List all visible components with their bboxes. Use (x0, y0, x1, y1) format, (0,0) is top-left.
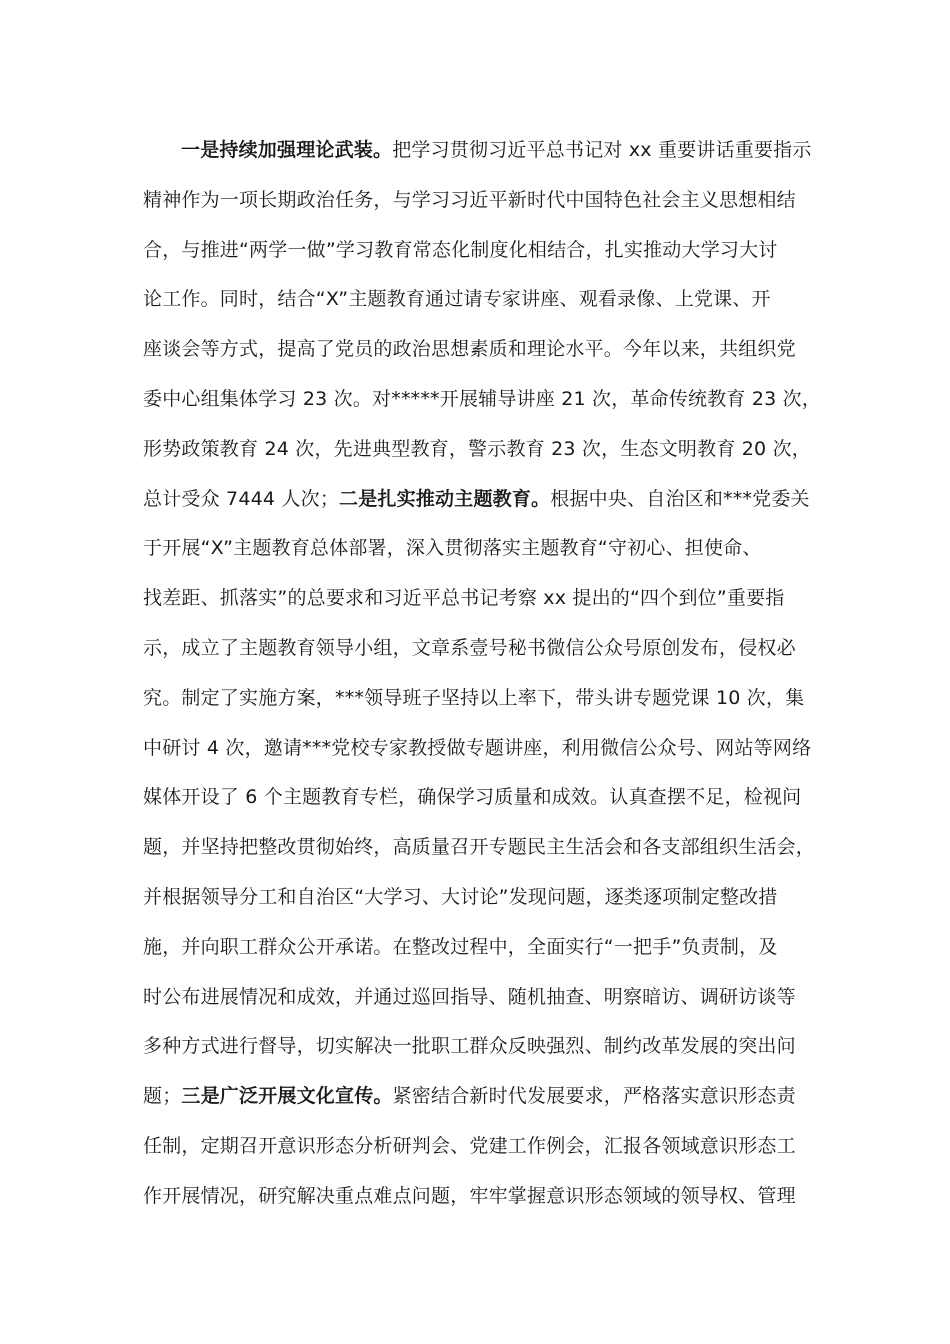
body-text: 究。制定了实施方案，***领导班子坚持以上率下，带头讲专题党课 10 次，集 (143, 686, 805, 709)
body-text: 于开展“X”主题教育总体部署，深入贯彻落实主题教育“守初心、担使命、 (143, 537, 762, 560)
paragraph-line (143, 674, 815, 724)
paragraph-line (143, 1072, 815, 1122)
body-text: 把学习贯彻习近平总书记对 xx 重要讲话重要指示 (392, 139, 812, 161)
body-text: 题； (143, 1085, 182, 1108)
body-paragraph (143, 126, 822, 1222)
body-text: 题，并坚持把整改贯彻始终，高质量召开专题民主生活会和各支部组织生活会， (143, 836, 816, 859)
body-text: 示，成立了主题教育领导小组，文章系壹号秘书微信公众号原创发布，侵权必 (143, 636, 796, 659)
body-text: 媒体开设了 6 个主题教育专栏，确保学习质量和成效。认真查摆不足，检视问 (143, 786, 802, 809)
body-text: 总计受众 7444 人次； (143, 487, 340, 510)
body-text: 任制，定期召开意识形态分析研判会、党建工作例会，汇报各领域意识形态工 (143, 1134, 796, 1157)
paragraph-line (143, 724, 815, 774)
paragraph-line (143, 226, 815, 276)
body-text: 施，并向职工群众公开承诺。在整改过程中，全面实行“一把手”负责制，及 (143, 935, 778, 958)
bold-heading-text: 二是扎实推动主题教育。 (339, 487, 551, 510)
paragraph-line (143, 1172, 815, 1222)
body-text: 紧密结合新时代发展要求，严格落实意识形态责 (392, 1085, 796, 1108)
paragraph-line (143, 375, 822, 425)
body-text: 座谈会等方式，提高了党员的政治思想素质和理论水平。今年以来，共组织党 (143, 338, 796, 361)
paragraph-line (143, 973, 815, 1023)
paragraph-line (143, 524, 815, 574)
paragraph-line (143, 126, 815, 176)
body-text: 根据中央、自治区和***党委关 (550, 487, 810, 510)
body-text: 多种方式进行督导，切实解决一批职工群众反映强烈、制约改革发展的突出问 (143, 1035, 796, 1058)
body-text: 时公布进展情况和成效，并通过巡回指导、随机抽查、明察暗访、调研访谈等 (143, 985, 796, 1008)
body-text: 作开展情况，研究解决重点难点问题，牢牢掌握意识形态领域的领导权、管理 (143, 1184, 796, 1207)
paragraph-line (143, 425, 815, 475)
body-text: 精神作为一项长期政治任务，与学习习近平新时代中国特色社会主义思想相结 (143, 188, 796, 211)
body-text: 并根据领导分工和自治区“大学习、大讨论”发现问题，逐类逐项制定整改措 (143, 885, 778, 908)
paragraph-line (143, 176, 815, 226)
paragraph-line (143, 773, 815, 823)
body-text: 论工作。同时，结合“X”主题教育通过请专家讲座、观看录像、上党课、开 (143, 288, 771, 311)
paragraph-line (143, 624, 815, 674)
body-text: 中研讨 4 次，邀请***党校专家教授做专题讲座，利用微信公众号、网站等网络 (143, 736, 812, 759)
body-text: 合，与推进“两学一做”学习教育常态化制度化相结合，扎实推动大学习大讨 (143, 238, 778, 261)
paragraph-line (143, 1022, 815, 1072)
body-text: 形势政策教育 24 次，先进典型教育，警示教育 23 次，生态文明教育 20 次， (143, 437, 811, 460)
bold-heading-text: 三是广泛开展文化宣传。 (181, 1085, 393, 1108)
paragraph-line (143, 325, 815, 375)
paragraph-line (143, 823, 815, 873)
paragraph-line (143, 873, 815, 923)
paragraph-line (143, 1122, 815, 1172)
paragraph-line (143, 275, 815, 325)
body-text: 委中心组集体学习 23 次。对*****开展辅导讲座 21 次，革命传统教育 23 次， (143, 387, 822, 410)
body-text: 找差距、抓落实”的总要求和习近平总书记考察 xx 提出的“四个到位”重要指 (143, 587, 785, 610)
paragraph-line (143, 923, 815, 973)
bold-heading-text: 一是持续加强理论武装。 (181, 139, 393, 161)
paragraph-line (143, 574, 815, 624)
paragraph-line (143, 475, 815, 525)
